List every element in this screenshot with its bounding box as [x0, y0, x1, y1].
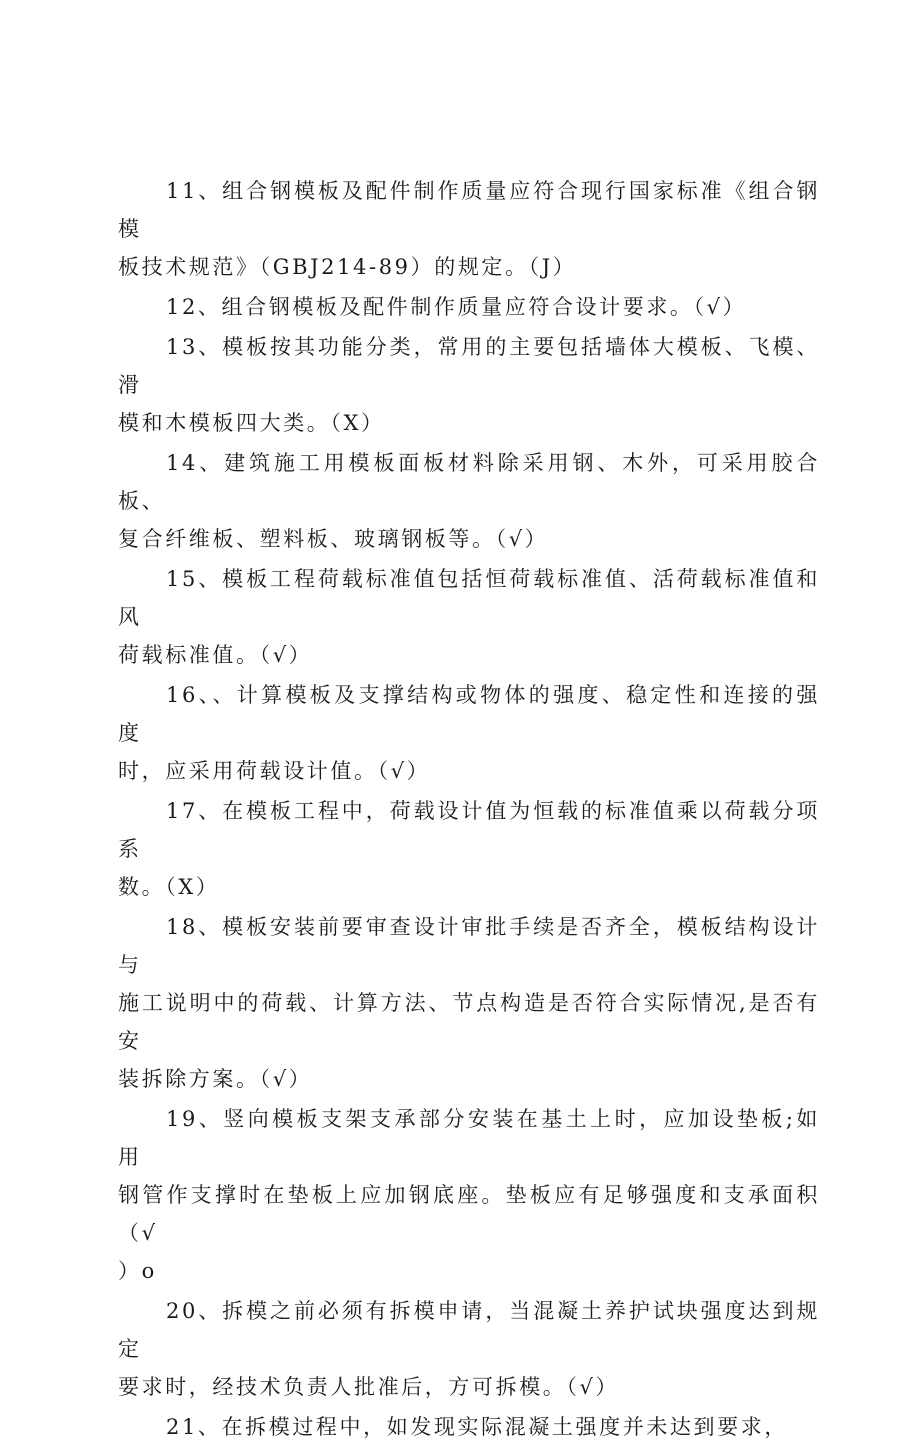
paragraph-line: 15、模板工程荷载标准值包括恒荷载标准值、活荷载标准值和风 [118, 567, 820, 629]
paragraph-17 [118, 792, 820, 906]
paragraph-14 [118, 444, 820, 558]
paragraph-line: 板技术规范》（GBJ214-89）的规定。（J） [118, 255, 577, 279]
paragraph-line: 装拆除方案。（√） [118, 1067, 313, 1091]
paragraph-19 [118, 1100, 820, 1290]
paragraph-line: 16、、计算模板及支撑结构或物体的强度、稳定性和连接的强度 [118, 683, 820, 745]
paragraph-11 [118, 172, 820, 286]
paragraph-line: 17、在模板工程中，荷载设计值为恒载的标准值乘以荷载分项系 [118, 799, 820, 861]
paragraph-line: 20、拆模之前必须有拆模申请，当混凝土养护试块强度达到规定 [118, 1299, 820, 1361]
paragraph-line: 时，应采用荷载设计值。（√） [118, 759, 431, 783]
paragraph-line: 11、组合钢模板及配件制作质量应符合现行国家标准《组合钢模 [118, 179, 820, 241]
paragraph-21 [118, 1408, 820, 1446]
paragraph-15 [118, 560, 820, 674]
paragraph-line: ）o [118, 1259, 157, 1283]
paragraph-16 [118, 676, 820, 790]
paragraph-12 [118, 288, 820, 326]
paragraph-line: 施工说明中的荷载、计算方法、节点构造是否符合实际情况,是否有安 [118, 991, 820, 1053]
paragraph-20 [118, 1292, 820, 1406]
paragraph-line: 18、模板安装前要审查设计审批手续是否齐全，模板结构设计与 [118, 915, 820, 977]
paragraph-line: 钢管作支撑时在垫板上应加钢底座。垫板应有足够强度和支承面积（√ [118, 1183, 820, 1245]
paragraph-line: 13、模板按其功能分类，常用的主要包括墙体大模板、飞模、滑 [118, 335, 820, 397]
paragraph-13 [118, 328, 820, 442]
paragraph-line: 模和木模板四大类。（X） [118, 411, 385, 435]
paragraph-18 [118, 908, 820, 1098]
paragraph-line: 12、组合钢模板及配件制作质量应符合设计要求。（√） [166, 295, 747, 319]
paragraph-line: 要求时，经技术负责人批准后，方可拆模。（√） [118, 1375, 620, 1399]
paragraph-line: 19、竖向模板支架支承部分安装在基土上时，应加设垫板;如用 [118, 1107, 820, 1169]
paragraph-line: 数。（X） [118, 875, 220, 899]
paragraph-line: 复合纤维板、塑料板、玻璃钢板等。（√） [118, 527, 549, 551]
paragraph-line: 21、在拆模过程中，如发现实际混凝土强度并未达到要求， [166, 1415, 788, 1439]
paragraph-line: 荷载标准值。（√） [118, 643, 313, 667]
paragraph-line: 14、建筑施工用模板面板材料除采用钢、木外，可采用胶合板、 [118, 451, 820, 513]
document-page [118, 172, 820, 1448]
